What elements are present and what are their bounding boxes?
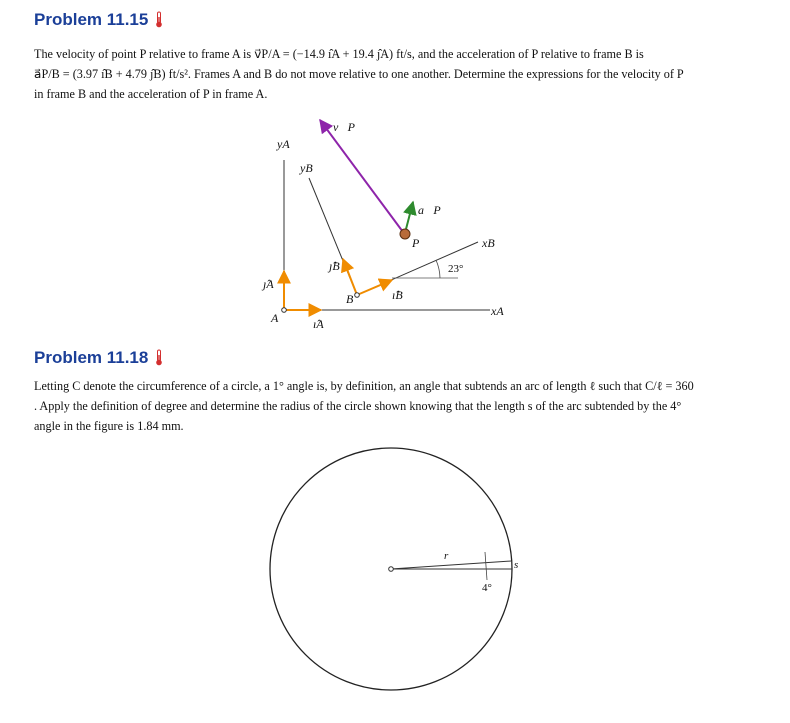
origin-b-label: B	[346, 292, 354, 306]
problem-title-text: Problem 11.18	[34, 348, 149, 367]
acceleration-label: a⃗P	[418, 203, 441, 217]
statement-line: in frame B and the acceleration of P in frame A.	[34, 87, 268, 101]
statement-line: a⃗P/B = (3.97 ı̂B + 4.79 ȷ̂B) ft/s². Frames A and B do not move relative to one another. Determine the expressions for the velocity of P	[34, 67, 684, 81]
unit-vector-ib-label: ı̂B	[392, 288, 403, 302]
velocity-label: v⃗P	[333, 120, 355, 134]
velocity-vector	[320, 120, 403, 232]
origin-a	[282, 308, 287, 313]
unit-vector-jb	[343, 259, 357, 295]
statement-line: Letting C denote the circumference of a circle, a 1° angle is, by definition, an angle that subtends an arc of length ℓ such that C/ℓ = 360	[34, 379, 694, 393]
problem-statement	[34, 376, 759, 436]
y-axis-a-label: yA	[277, 137, 290, 151]
angle-arc-4	[485, 552, 487, 580]
statement-line: The velocity of point P relative to frame A is v⃗P/A = (−14.9 ı̂A + 19.4 ȷ̂A) ft/s, and the acceleration of P relative to frame B is	[34, 47, 644, 61]
problem-title	[34, 10, 163, 30]
thermometer-icon	[155, 349, 163, 366]
particle-p	[400, 229, 410, 239]
particle-p-label: P	[412, 236, 420, 250]
problem-title-text: Problem 11.15	[34, 10, 149, 29]
statement-line: . Apply the definition of degree and determine the radius of the circle shown knowing that the length s of the arc subtended by the 4°	[34, 399, 682, 413]
acceleration-vector	[405, 202, 413, 233]
unit-vector-ia-label: ı̂A	[313, 317, 324, 331]
y-axis-b-label: yB	[300, 161, 313, 175]
frames-figure	[0, 110, 790, 340]
origin-b	[355, 293, 360, 298]
angle-23-label: 23°	[448, 263, 464, 275]
problem-title	[34, 348, 163, 368]
radius-upper	[391, 561, 511, 569]
x-axis-a-label: xA	[491, 304, 504, 318]
arc-label: s	[514, 559, 519, 571]
angle-4-label: 4°	[482, 582, 492, 594]
thermometer-icon	[155, 11, 163, 28]
problem-statement	[34, 44, 759, 104]
unit-vector-jb-label: ȷ̂B	[329, 259, 340, 273]
x-axis-b-label: xB	[482, 236, 495, 250]
circle-figure	[0, 440, 790, 720]
origin-a-label: A	[271, 311, 279, 325]
angle-arc	[436, 260, 440, 278]
radius-label: r	[444, 550, 449, 562]
circle-center	[389, 567, 394, 572]
statement-line: angle in the figure is 1.84 mm.	[34, 419, 184, 433]
unit-vector-ja-label: ȷ̂A	[263, 277, 274, 291]
unit-vector-ib	[357, 280, 392, 295]
